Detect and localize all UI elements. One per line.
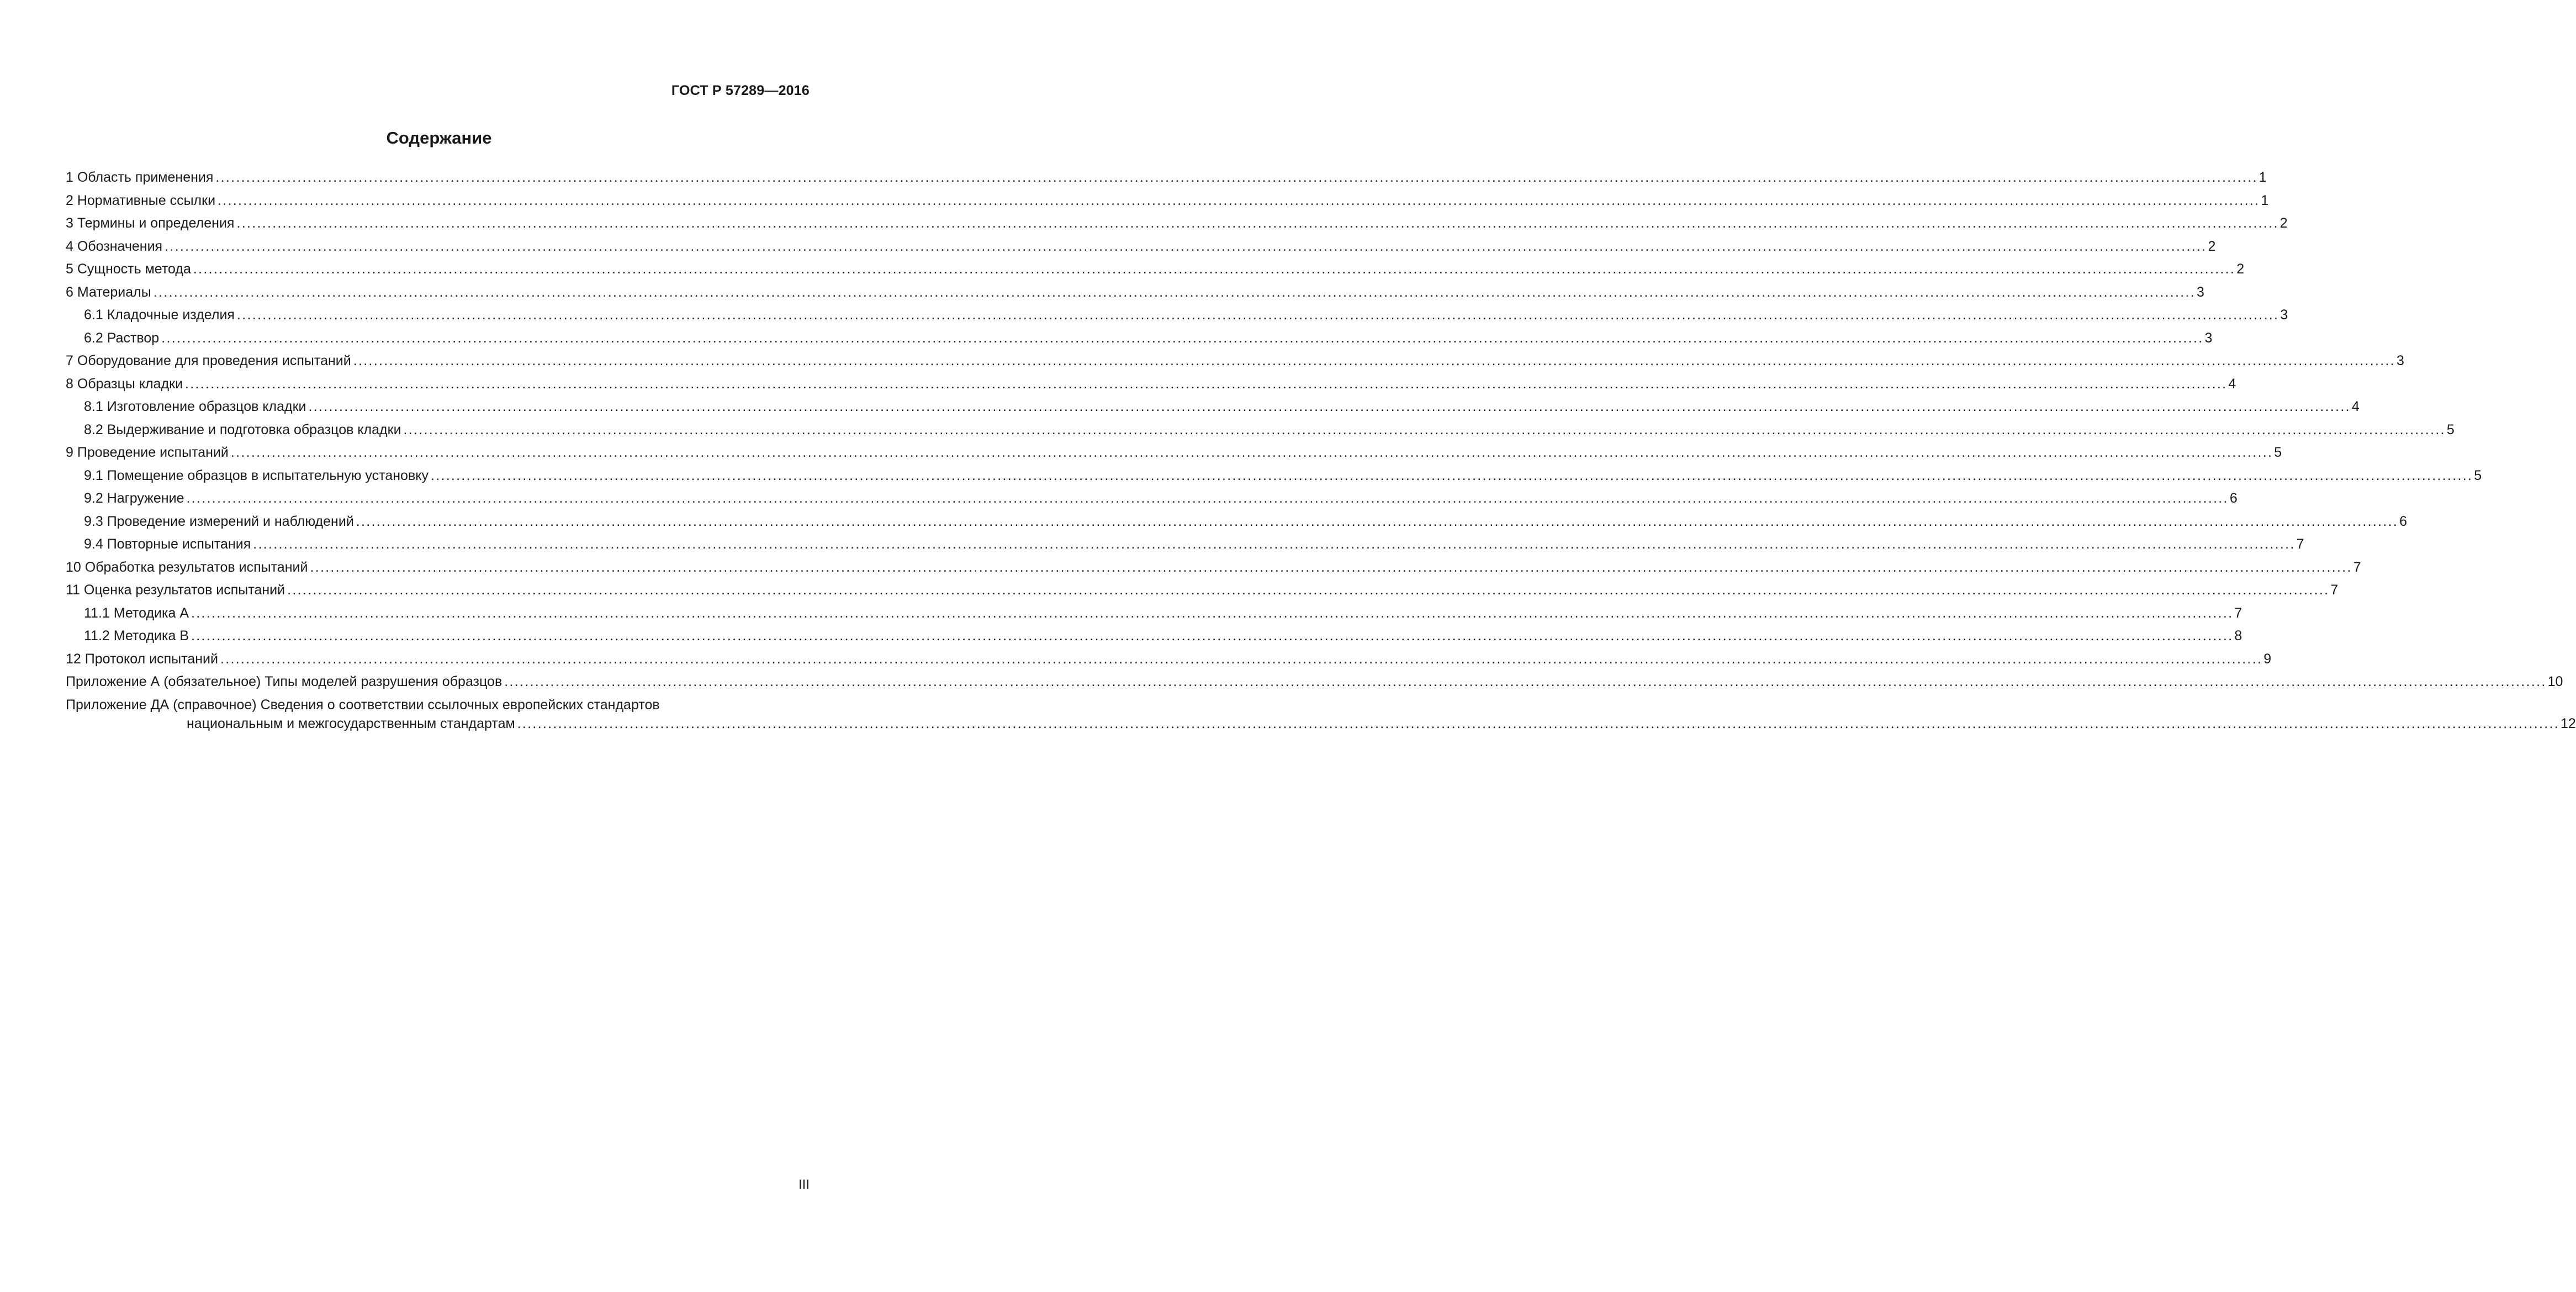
toc-entry-label: 11.1 Методика А — [84, 605, 189, 621]
toc-leader-dots: ................................................................................................................................................................................................................................................................................................................................................................................................................ — [353, 353, 2396, 368]
toc-leader-dots: ................................................................................................................................................................................................................................................................................................................................................................................................................ — [253, 536, 2295, 552]
toc-entry-label: 3 Термины и определения — [66, 215, 235, 231]
toc-entry[interactable] — [66, 512, 2408, 535]
toc-entry[interactable] — [66, 558, 2361, 581]
toc-entry-page: 8 — [2234, 628, 2242, 644]
toc-entry-label: 11.2 Методика В — [84, 628, 189, 644]
toc-entry-appendix-da[interactable] — [66, 695, 2576, 733]
toc-leader-dots: ................................................................................................................................................................................................................................................................................................................................................................................................................ — [161, 330, 2204, 346]
toc-entry[interactable] — [66, 191, 2269, 214]
toc-entry-page: 9 — [2263, 651, 2272, 667]
toc-entry-page: 3 — [2197, 284, 2204, 300]
toc-entry-page: 4 — [2228, 376, 2236, 392]
toc-entry-page: 6 — [2229, 491, 2238, 506]
toc-entry[interactable] — [66, 535, 2304, 558]
toc-entry-page: 3 — [2280, 307, 2288, 323]
toc-leader-dots: ................................................................................................................................................................................................................................................................................................................................................................................................................ — [236, 215, 2279, 231]
toc-entry-label: 9.2 Нагружение — [84, 491, 184, 506]
document-code: ГОСТ Р 57289—2016 — [671, 83, 810, 98]
toc-entry-page: 5 — [2474, 467, 2482, 483]
toc-leader-dots: ................................................................................................................................................................................................................................................................................................................................................................................................................ — [220, 651, 2263, 667]
toc-entry-page: 5 — [2274, 445, 2282, 460]
toc-entry[interactable] — [66, 650, 2272, 673]
toc-entry-page: 10 — [2547, 674, 2563, 689]
toc-leader-dots: ................................................................................................................................................................................................................................................................................................................................................................................................................ — [186, 491, 2229, 506]
toc-leader-dots: ................................................................................................................................................................................................................................................................................................................................................................................................................ — [236, 307, 2279, 323]
toc-leader-dots: ................................................................................................................................................................................................................................................................................................................................................................................................................ — [517, 715, 2559, 731]
toc-leader-dots: ................................................................................................................................................................................................................................................................................................................................................................................................................ — [153, 284, 2196, 300]
toc-title: Содержание — [386, 128, 492, 147]
toc-entry[interactable] — [66, 237, 2216, 260]
toc-leader-dots: ................................................................................................................................................................................................................................................................................................................................................................................................................ — [165, 238, 2207, 254]
toc-leader-dots: ................................................................................................................................................................................................................................................................................................................................................................................................................ — [310, 559, 2352, 575]
toc-leader-dots: ................................................................................................................................................................................................................................................................................................................................................................................................................ — [191, 605, 2234, 621]
toc-leader-dots: ................................................................................................................................................................................................................................................................................................................................................................................................................ — [504, 674, 2547, 689]
toc-entry-label: 2 Нормативные ссылки — [66, 192, 216, 208]
toc-entry[interactable] — [66, 581, 2339, 604]
toc-leader-dots: ................................................................................................................................................................................................................................................................................................................................................................................................................ — [193, 261, 2236, 277]
toc-entry-label: 6.1 Кладочные изделия — [84, 307, 235, 323]
toc-entry-label: национальным и межгосударственным стандартам — [187, 715, 515, 731]
toc-entry-label: 5 Сущность метода — [66, 261, 191, 277]
toc-entry-page: 5 — [2446, 421, 2455, 437]
toc-entry-page: 3 — [2397, 353, 2404, 368]
toc-entry-label: 11 Оценка результатов испытаний — [66, 582, 285, 598]
toc-entry-label: 9.1 Помещение образцов в испытательную установку — [84, 467, 429, 483]
toc-entry-page: 7 — [2353, 559, 2361, 575]
toc-entry-page: 2 — [2236, 261, 2245, 277]
toc-entry[interactable] — [66, 672, 2563, 695]
toc-leader-dots: ................................................................................................................................................................................................................................................................................................................................................................................................................ — [185, 376, 2228, 392]
toc-entry[interactable] — [66, 375, 2236, 398]
toc-entry-page: 2 — [2279, 215, 2288, 231]
toc-entry-page: 7 — [2296, 536, 2304, 552]
toc-entry[interactable] — [66, 214, 2288, 237]
toc-entry-label: 10 Обработка результатов испытаний — [66, 559, 308, 575]
toc-entry[interactable] — [66, 604, 2242, 627]
toc-entry[interactable] — [66, 420, 2455, 444]
toc-entry[interactable] — [66, 443, 2282, 466]
toc-entry-label: 9.4 Повторные испытания — [84, 536, 251, 552]
toc-leader-dots: ................................................................................................................................................................................................................................................................................................................................................................................................................ — [356, 513, 2399, 529]
toc-leader-dots: ................................................................................................................................................................................................................................................................................................................................................................................................................ — [308, 399, 2351, 414]
toc-entry-label: 9 Проведение испытаний — [66, 445, 229, 460]
toc-entry-label: Приложение А (обязательное) Типы моделей разрушения образцов — [66, 674, 502, 689]
toc-entry[interactable] — [66, 397, 2360, 420]
toc-entry-label: 1 Область применения — [66, 170, 214, 185]
toc-entry[interactable] — [66, 283, 2204, 306]
toc-entry-label: 6 Материалы — [66, 284, 151, 300]
toc-entry-page: 3 — [2204, 330, 2213, 346]
toc-entry-page: 1 — [2258, 170, 2267, 185]
toc-entry[interactable] — [66, 466, 2482, 489]
toc-entry[interactable] — [66, 626, 2242, 650]
toc-entry[interactable] — [66, 351, 2404, 375]
toc-entry-page: 2 — [2208, 238, 2216, 254]
toc-entry-page: 12 — [2561, 715, 2576, 731]
toc-entry[interactable] — [66, 329, 2213, 352]
toc-entry[interactable] — [66, 260, 2245, 283]
toc-leader-dots: ................................................................................................................................................................................................................................................................................................................................................................................................................ — [430, 467, 2473, 483]
toc-entry[interactable] — [66, 305, 2288, 329]
toc-entry-page: 7 — [2234, 605, 2242, 621]
toc-entry-page: 6 — [2399, 513, 2408, 529]
toc-entry-label: 6.2 Раствор — [84, 330, 160, 346]
toc-leader-dots: ................................................................................................................................................................................................................................................................................................................................................................................................................ — [191, 628, 2234, 644]
toc-entry-label: Приложение ДА (справочное) Сведения о соответствии ссылочных европейских стандартов — [66, 697, 660, 713]
toc-entry-page: 4 — [2351, 399, 2360, 414]
toc-entry-label: 12 Протокол испытаний — [66, 651, 218, 667]
toc-leader-dots: ................................................................................................................................................................................................................................................................................................................................................................................................................ — [218, 192, 2260, 208]
toc-entry-page: 1 — [2261, 192, 2269, 208]
toc-entry-page: 7 — [2330, 582, 2339, 598]
toc-entry[interactable] — [66, 168, 2267, 191]
table-of-contents — [66, 168, 2576, 733]
toc-leader-dots: ................................................................................................................................................................................................................................................................................................................................................................................................................ — [403, 421, 2446, 437]
toc-entry-label: 8.1 Изготовление образцов кладки — [84, 399, 306, 414]
toc-entry-label: 8.2 Выдерживание и подготовка образцов кладки — [84, 421, 401, 437]
toc-entry-label: 9.3 Проведение измерений и наблюдений — [84, 513, 354, 529]
toc-entry-label: 4 Обозначения — [66, 238, 163, 254]
page-number: III — [798, 1177, 810, 1192]
toc-entry-label: 8 Образцы кладки — [66, 376, 183, 392]
toc-leader-dots: ................................................................................................................................................................................................................................................................................................................................................................................................................ — [287, 582, 2330, 598]
toc-leader-dots: ................................................................................................................................................................................................................................................................................................................................................................................................................ — [230, 445, 2273, 460]
toc-entry-label: 7 Оборудование для проведения испытаний — [66, 353, 351, 368]
toc-entry[interactable] — [66, 489, 2238, 512]
toc-leader-dots: ................................................................................................................................................................................................................................................................................................................................................................................................................ — [215, 170, 2258, 185]
